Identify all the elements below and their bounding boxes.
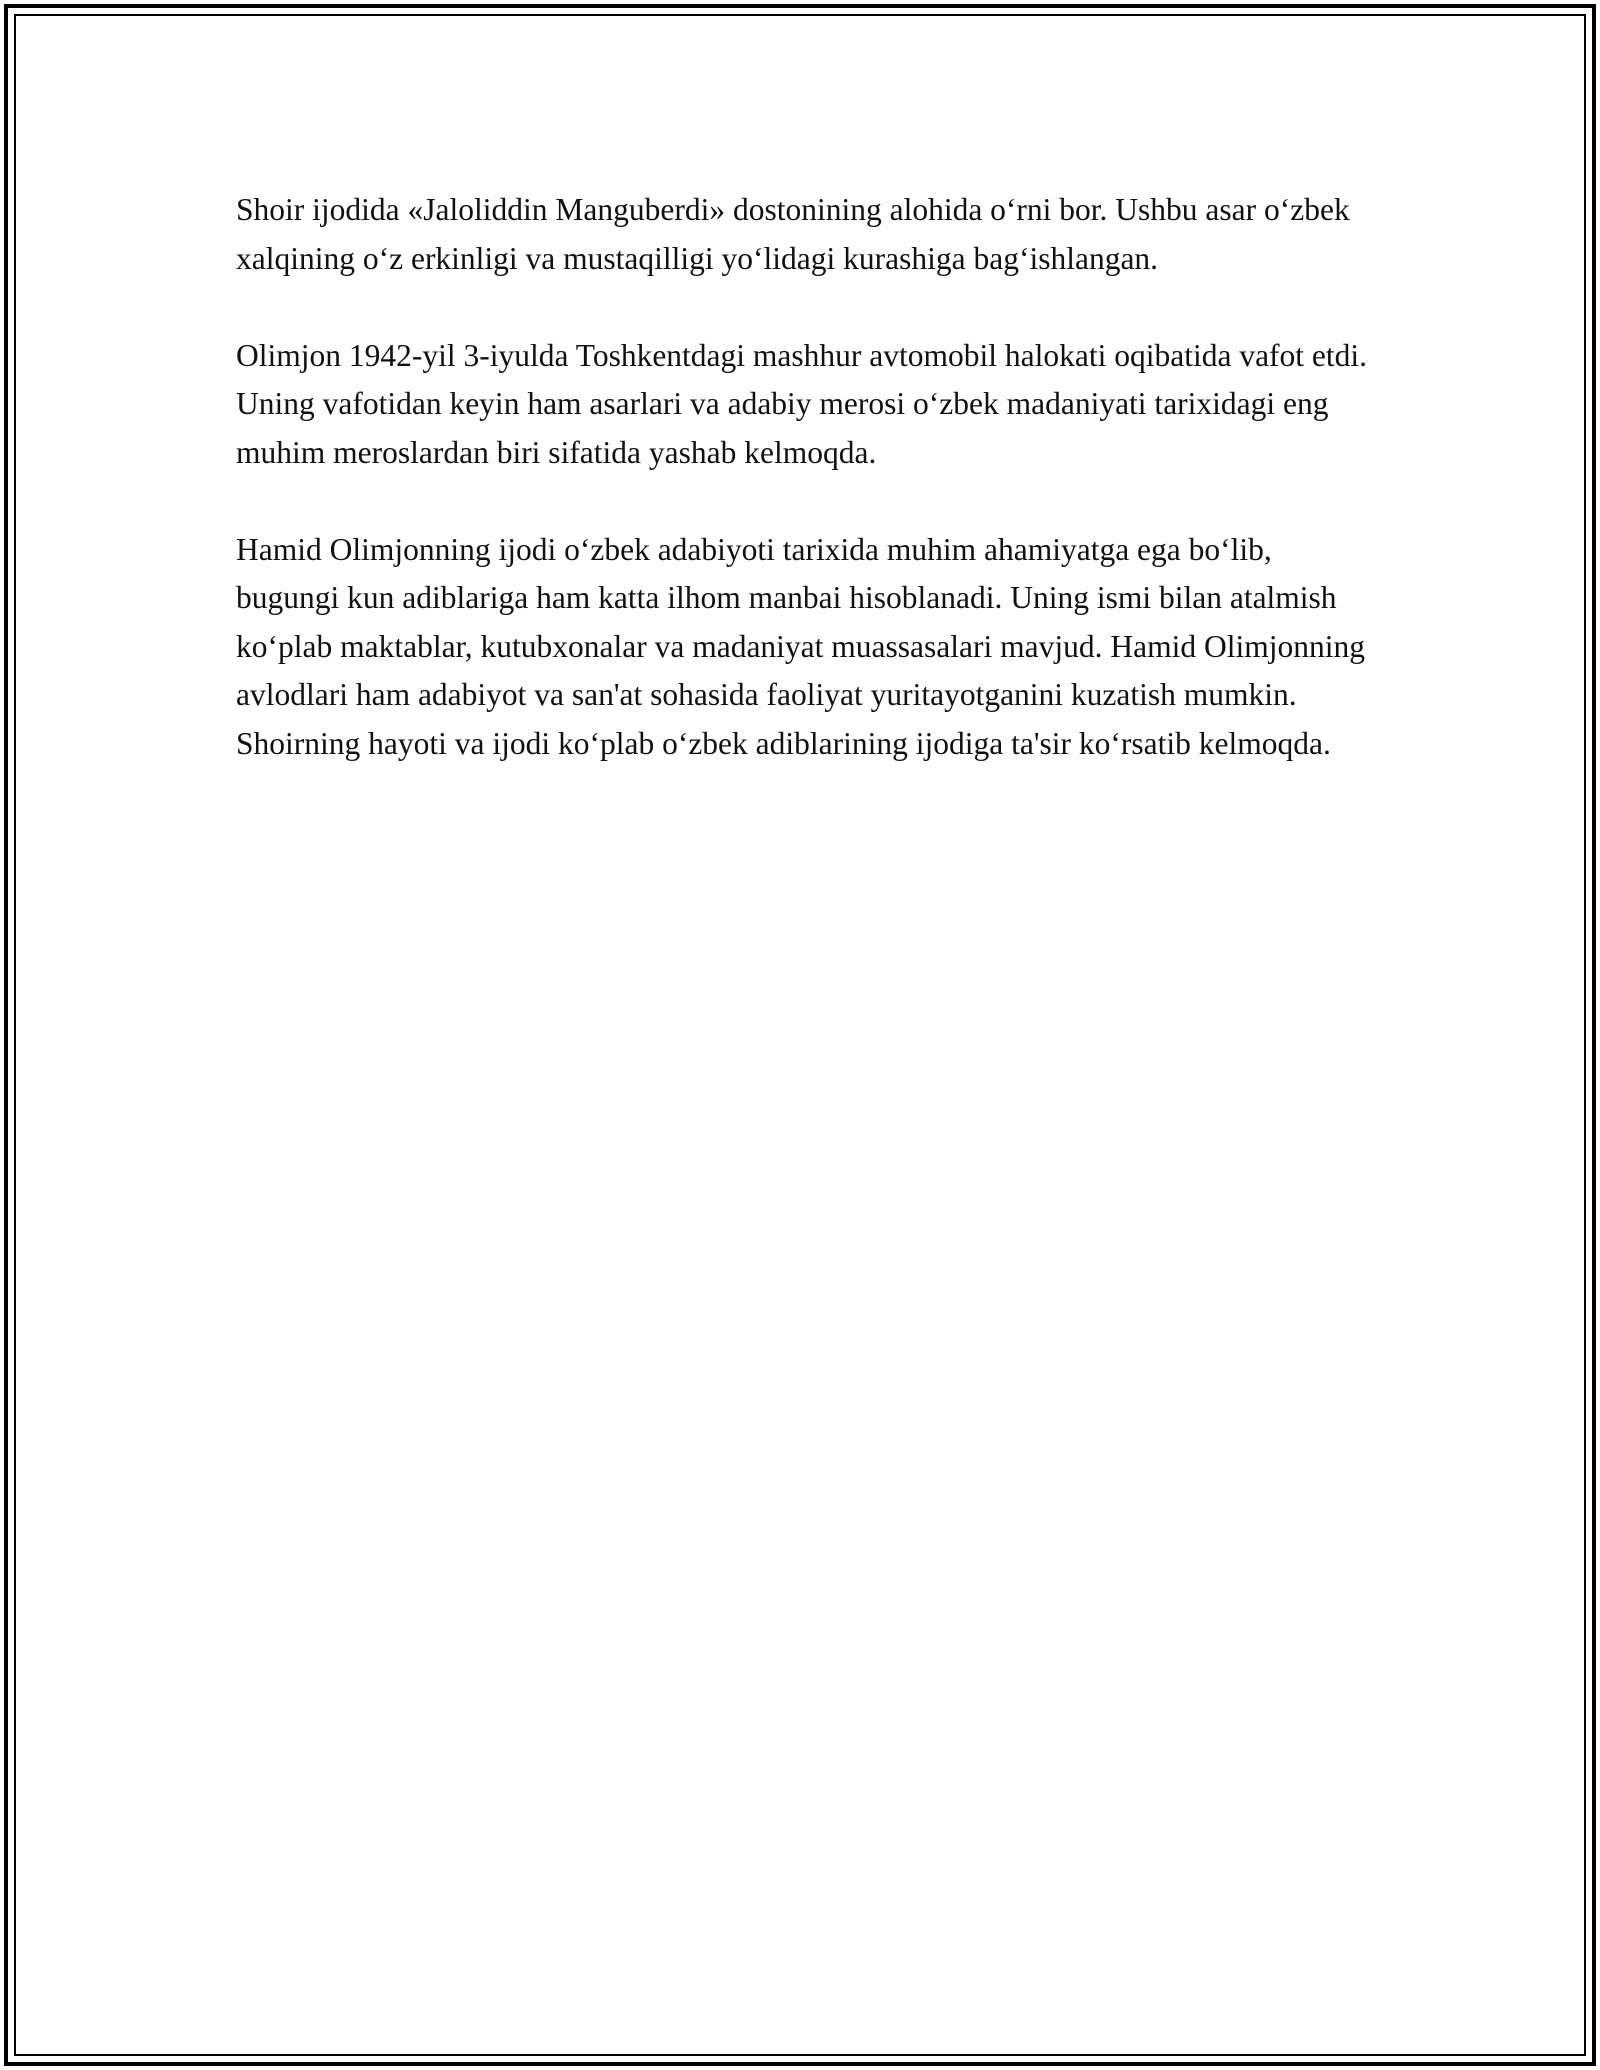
paragraph-death: Olimjon 1942-yil 3-iyulda Toshkentdagi mashhur avtomobil halokati oqibatida vafot etdi. Uning vafotidan keyin ham asarlari va adabiy merosi o‘zbek madaniyati tarixidagi eng muhim meroslardan biri sifatida yashab kelmoqda.: [236, 337, 1368, 470]
paragraph-manguberdi: Shoir ijodida «Jaloliddin Manguberdi» dostonining alohida o‘rni bor. Ushbu asar o‘zbek xalqining o‘z erkinligi va mustaqilligi yo‘lidagi kurashiga bag‘ishlangan.: [236, 192, 1350, 276]
document-body: [236, 186, 1376, 817]
paragraph-legacy: Hamid Olimjonning ijodi o‘zbek adabiyoti tarixida muhim ahamiyatga ega bo‘lib, bugungi kun adiblariga ham katta ilhom manbai hisoblanadi. Uning ismi bilan atalmish ko‘plab maktablar, kutubxonalar va madaniyat muassasalari mavjud. Hamid Olimjonning avlodlari ham adabiyot va san'at sohasida faoliyat yuritayotganini kuzatish mumkin. Shoirning hayoti va ijodi ko‘plab o‘zbek adiblarining ijodiga ta'sir ko‘rsatib kelmoqda.: [236, 531, 1365, 761]
